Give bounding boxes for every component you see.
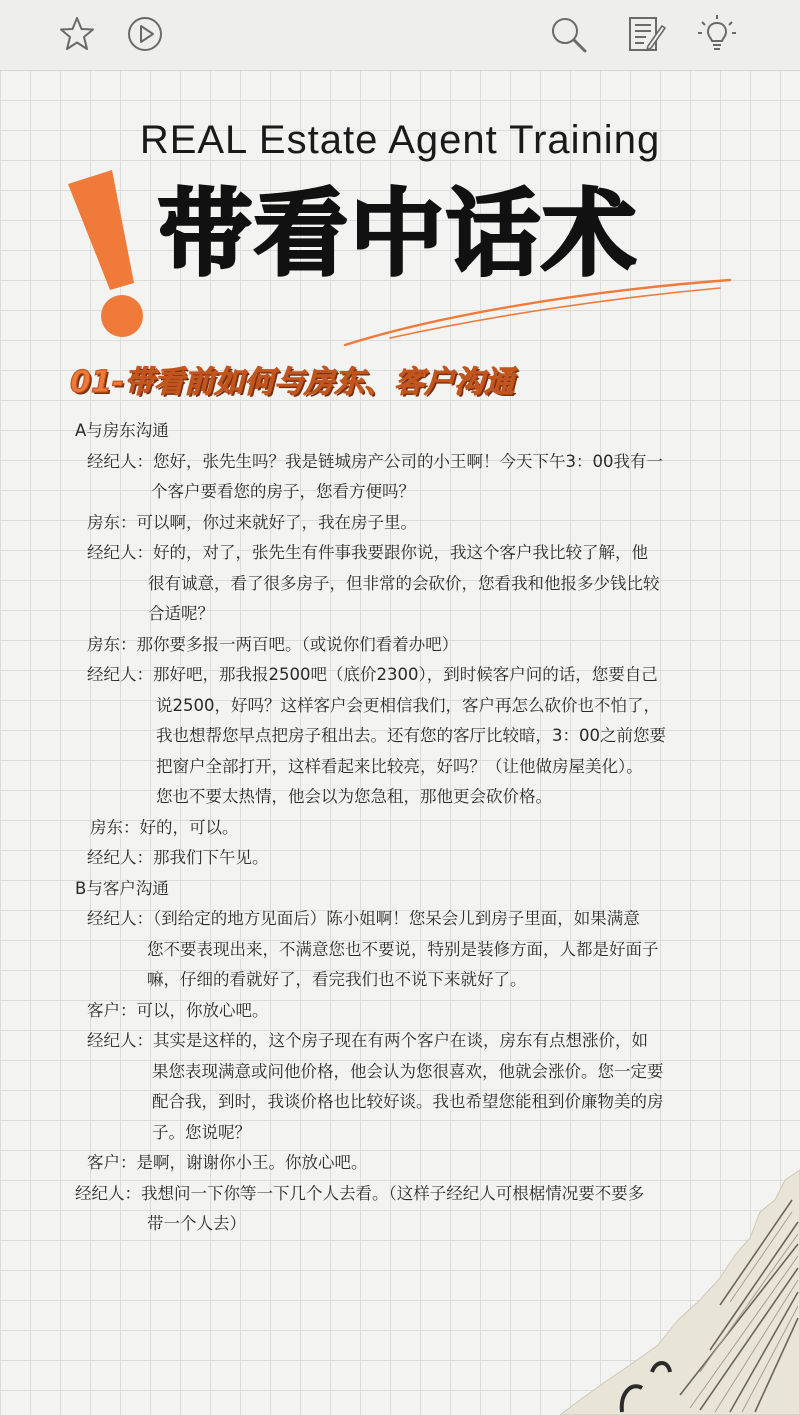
- dialogue-body: [75, 416, 715, 1240]
- dialogue-line: 房东：可以啊，你过来就好了，我在房子里。: [87, 512, 417, 532]
- dialogue-line: 客户：可以，你放心吧。: [87, 1000, 269, 1020]
- play-icon[interactable]: [125, 14, 165, 54]
- underline-swoosh: [340, 270, 740, 360]
- search-icon[interactable]: [548, 14, 588, 54]
- dialogue-line: 经纪人：我想问一下你等一下几个人去看。（这样子经纪人可根椐情况要不要多: [75, 1183, 645, 1203]
- dialogue-line: 说2500，好吗？这样客户会更相信我们，客户再怎么砍价也不怕了，: [156, 695, 660, 715]
- dialogue-line: 经纪人：那我们下午见。: [87, 848, 269, 867]
- lightbulb-icon[interactable]: [697, 14, 737, 54]
- hero-subtitle: REAL Estate Agent Training: [139, 118, 661, 162]
- newspaper-clipping-decoration: [560, 1160, 800, 1415]
- note-edit-icon[interactable]: [626, 14, 666, 54]
- star-icon[interactable]: [57, 14, 97, 54]
- dialogue-line: 嘛，仔细的看就好了，看完我们也不说下来就好了。: [147, 970, 527, 989]
- dialogue-line: 带一个人去）: [147, 1214, 246, 1233]
- dialogue-line: 经纪人：（到给定的地方见面后）陈小姐啊！您呆会儿到房子里面，如果满意: [87, 909, 640, 928]
- dialogue-line: 果您表现满意或问他价格，他会认为您很喜欢，他就会涨价。您一定要: [152, 1061, 664, 1081]
- dialogue-line: 您也不要太热情，他会以为您急租，那他更会砍价格。: [156, 787, 552, 806]
- dialogue-line: 配合我，到时，我谈价格也比较好谈。我也希望您能租到价廉物美的房: [152, 1092, 664, 1111]
- dialogue-line: 房东：好的，可以。: [90, 817, 239, 837]
- dialogue-line: 经纪人：好的，对了，张先生有件事我要跟你说，我这个客户我比较了解，他: [87, 543, 648, 562]
- exclamation-icon: [60, 168, 160, 343]
- top-toolbar: [0, 0, 800, 71]
- dialogue-line: 房东：那你要多报一两百吧。（或说你们看着办吧）: [87, 634, 459, 654]
- subsection-heading: A与房东沟通: [75, 421, 169, 440]
- dialogue-line: 客户：是啊，谢谢你小王。你放心吧。: [87, 1153, 368, 1172]
- dialogue-line: 您不要表现出来，不满意您也不要说，特别是装修方面，人都是好面子: [147, 939, 659, 959]
- dialogue-line: 经纪人：那好吧，那我报2500吧（底价2300），到时候客户问的话，您要自己: [87, 665, 658, 684]
- dialogue-line: 经纪人：您好，张先生吗？我是链城房产公司的小王啊！今天下午3：00我有一: [87, 451, 663, 471]
- dialogue-line: 很有诚意，看了很多房子，但非常的会砍价，您看我和他报多少钱比较: [148, 573, 660, 593]
- dialogue-line: 经纪人：其实是这样的，这个房子现在有两个客户在谈，房东有点想涨价，如: [87, 1031, 648, 1050]
- dialogue-line: 子。您说呢？: [152, 1122, 251, 1142]
- dialogue-line: 个客户要看您的房子，您看方便吗？: [151, 482, 415, 501]
- subsection-heading: B与客户沟通: [75, 878, 169, 898]
- dialogue-line: 我也想帮您早点把房子租出去。还有您的客厅比较暗，3：00之前您要: [156, 726, 666, 745]
- page-title: 带看中话术: [158, 180, 639, 289]
- dialogue-line: 把窗户全部打开，这样看起来比较亮，好吗？（让他做房屋美化）。: [156, 756, 643, 776]
- section-heading: 01-带看前如何与房东、客户沟通: [70, 365, 515, 400]
- dialogue-line: 合适呢？: [148, 604, 214, 623]
